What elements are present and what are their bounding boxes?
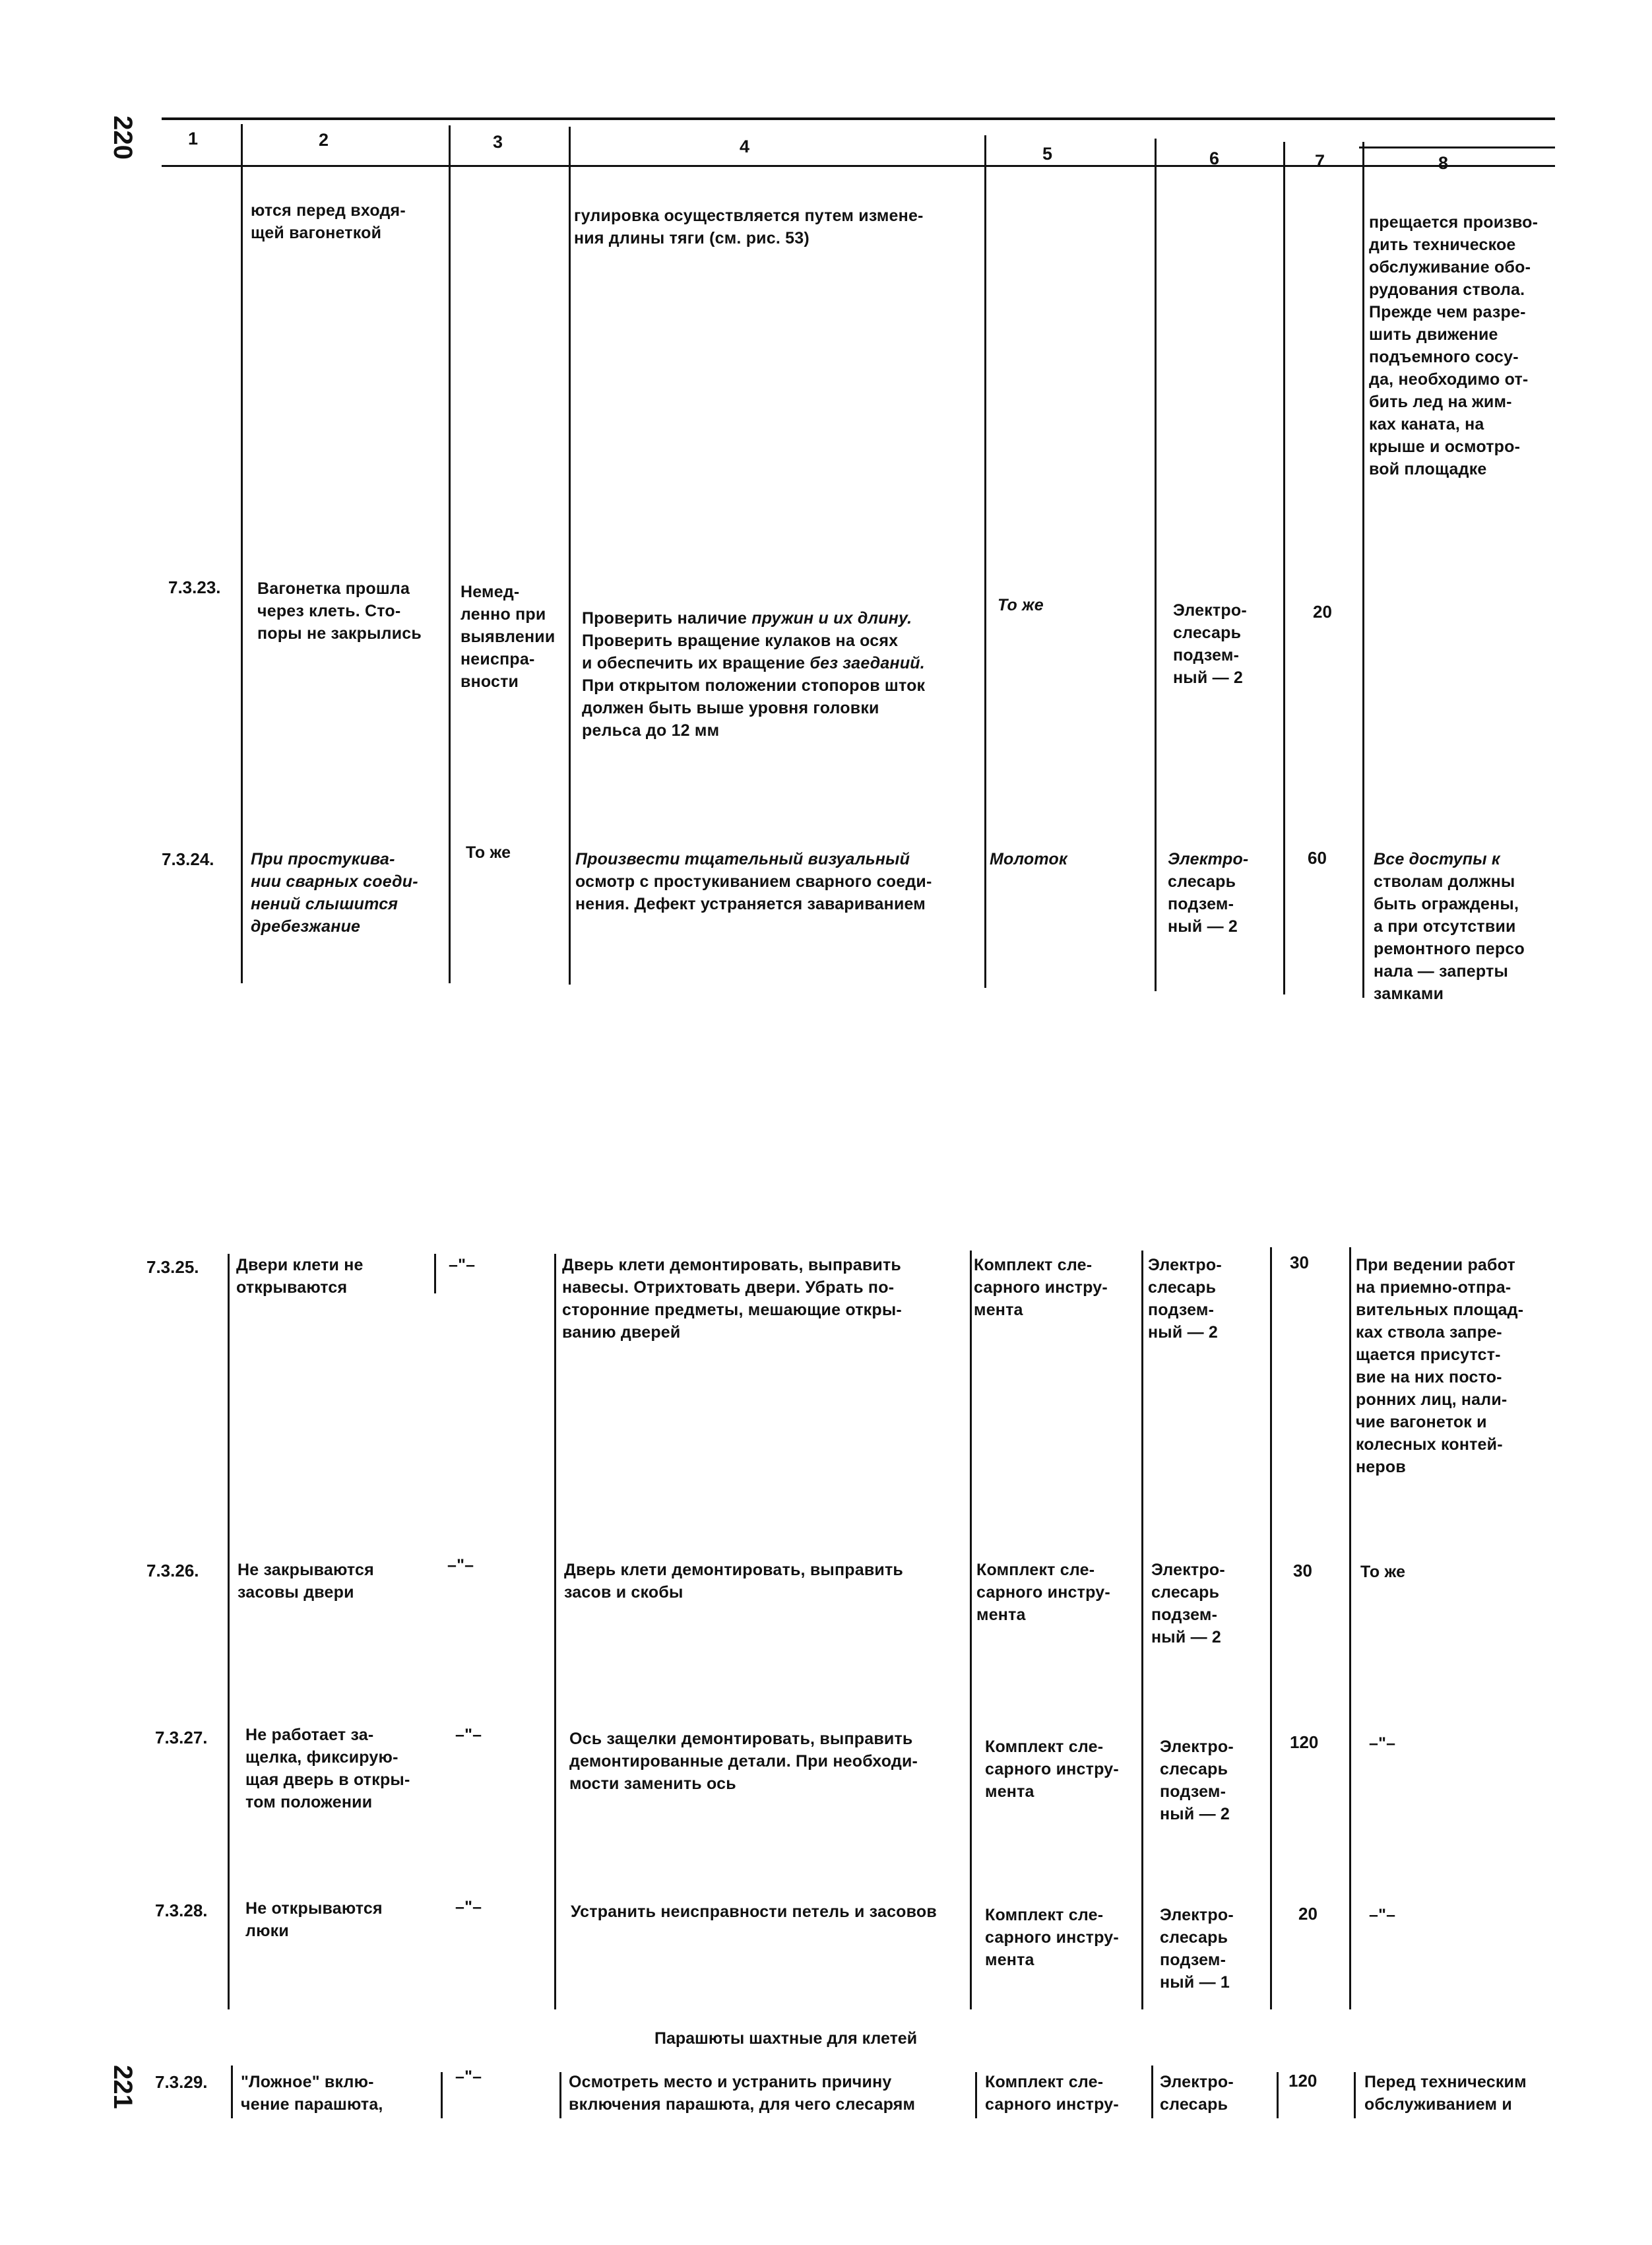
row-7-3-27-action: Ось защелки демонтировать, выправить демонтированные детали. При необходи- мости заменить ось [569,1730,918,1793]
row-id-7-3-29: 7.3.29. [155,2072,208,2092]
row-7-3-25-tools: Комплект сле- сарного инстру- мента [974,1256,1108,1319]
col-header-4: 4 [740,137,750,156]
row-7-3-26-note: То же [1360,1563,1406,1581]
row-7-3-24-minutes: 60 [1308,848,1327,868]
row-7-3-28-timing: –"– [455,1898,482,1916]
section-title: Парашюты шахтные для клетей [654,2029,918,2048]
row-7-3-28-tools: Комплект сле- сарного инстру- мента [985,1906,1119,1969]
row-7-3-27-worker: Электро- слесарь подзем- ный — 2 [1160,1738,1234,1823]
row-7-3-24-timing: То же [466,843,511,862]
column-rule-1 [241,124,243,983]
header-rule-top [162,117,1555,120]
row-id-7-3-24: 7.3.24. [162,849,214,869]
row-7-3-29-action: Осмотреть место и устранить причину включения парашюта, для чего слесарям [569,2073,916,2114]
row-7-3-24-note: Все доступы к стволам должны быть ограждены, а при отсутствии ремонтного персо нала — заперты замками [1374,850,1525,1003]
row-7-3-29-timing: –"– [455,2067,482,2086]
row-7-3-25-timing: –"– [449,1256,476,1274]
row-7-3-23-tools: То же [998,596,1044,614]
column-rule-c7 [1354,2072,1356,2118]
col-header-2: 2 [319,130,329,150]
row-7-3-24-worker: Электро- слесарь подзем- ный — 2 [1168,850,1249,936]
row-7-3-25-action: Дверь клети демонтировать, выправить навесы. Отрихтовать двери. Убрать по- сторонние предметы, мешающие откры- ванию дверей [562,1256,902,1342]
row-7-3-25-minutes: 30 [1290,1253,1309,1272]
row-7-3-24-symptom: При простукива- нии сварных соеди- нений слышится дребезжание [251,850,418,936]
row-7-3-24-worker-text: слесарь подзем- ный — 2 [1168,872,1238,936]
column-rule-c3 [559,2072,561,2118]
column-rule-c5 [1151,2066,1153,2118]
col-header-3: 3 [493,132,503,152]
row-7-3-29-worker: Электро- слесарь [1160,2073,1234,2114]
row-id-7-3-25: 7.3.25. [146,1257,199,1277]
row-7-3-27-minutes: 120 [1290,1732,1319,1752]
row-7-3-26-timing: –"– [447,1556,474,1575]
row-7-3-23-worker: Электро- слесарь подзем- ный — 2 [1173,601,1247,687]
row-7-3-25-worker: Электро- слесарь подзем- ный — 2 [1148,1256,1222,1342]
row-7-3-25-symptom: Двери клети не открываются [236,1256,364,1297]
column-rule-b4 [970,1251,972,2009]
column-rule-c1 [231,2066,233,2118]
column-rule-b7 [1349,1247,1351,2009]
column-rule-5 [1155,139,1157,991]
row-7-3-29-symptom: "Ложное" вклю- чение парашюта, [241,2073,383,2114]
col-header-6: 6 [1209,148,1220,168]
col-header-8: 8 [1438,153,1449,173]
header-rule-bottom [162,165,1555,167]
row-7-3-26-minutes: 30 [1293,1561,1312,1580]
row-7-3-26-symptom: Не закрываются засовы двери [238,1561,374,1602]
row-7-3-28-action: Устранить неисправности петель и засовов [571,1903,937,1921]
row-7-3-23-minutes: 20 [1313,602,1332,622]
col-header-7: 7 [1315,151,1325,171]
row-id-7-3-28: 7.3.28. [155,1901,208,1920]
row-7-3-28-minutes: 20 [1298,1904,1318,1924]
header-rule-right [1359,146,1555,148]
row-7-3-27-timing: –"– [455,1726,482,1744]
column-rule-c4 [975,2072,977,2118]
row-id-7-3-27: 7.3.27. [155,1728,208,1747]
row-7-3-27-note: –"– [1369,1734,1396,1753]
col-header-1: 1 [188,129,199,148]
column-rule-c6 [1277,2072,1279,2118]
row-7-3-23-action: Проверить наличие пружин и их длину. Проверить вращение кулаков на осях и обеспечить их вращение без заеданий. При открытом положении стопоров шток должен быть выше уровня головки рельса до 12 мм [582,609,926,740]
row-7-3-28-note: –"– [1369,1906,1396,1924]
row-7-3-23-timing: Немед- ленно при выявлении неиспра- вности [461,583,556,691]
row-7-3-23-symptom: Вагонетка прошла через клеть. Сто- поры не закрылись [257,579,422,643]
column-rule-7 [1362,142,1364,998]
column-rule-b5 [1141,1251,1143,2009]
row-7-3-27-tools: Комплект сле- сарного инстру- мента [985,1738,1119,1801]
column-rule-6 [1283,142,1285,994]
row-7-3-24-tools: Молоток [990,850,1067,868]
column-rule-b1 [228,1254,230,2009]
row-7-3-24-action: Произвести тщательный визуальный осмотр с простукиванием сварного соеди- нения. Дефект устраняется завариванием [575,850,932,913]
column-rule-b2a [434,1254,436,1293]
row-id-7-3-23: 7.3.23. [168,577,221,597]
column-rule-3 [569,127,571,985]
column-rule-c2 [441,2072,443,2118]
row-7-3-25-note: При ведении работ на приемно-отпра- вительных площад- ках ствола запре- щается присутст- вие на них посто- ронних лиц, нали- чие вагонеток и колесных контей- неров [1356,1256,1524,1476]
row-7-3-26-worker: Электро- слесарь подзем- ный — 2 [1151,1561,1225,1646]
continued-cell-2: ются перед входя- щей вагонеткой [251,201,406,242]
row-7-3-29-minutes: 120 [1288,2071,1318,2091]
row-7-3-26-action: Дверь клети демонтировать, выправить засов и скобы [564,1561,903,1602]
row-id-7-3-26: 7.3.26. [146,1561,199,1580]
column-rule-4 [984,135,986,988]
row-7-3-28-worker: Электро- слесарь подзем- ный — 1 [1160,1906,1234,1992]
row-7-3-27-symptom: Не работает за- щелка, фиксирую- щая дверь в откры- том положении [245,1726,410,1811]
column-rule-b3 [554,1254,556,2009]
page-number-top: 220 [108,115,137,160]
row-7-3-26-tools: Комплект сле- сарного инстру- мента [976,1561,1110,1624]
row-7-3-29-note: Перед техническим обслуживанием и [1364,2073,1527,2114]
page-number-bottom: 221 [108,2065,137,2109]
continued-cell-8: прещается произво- дить техническое обслуживание обо- рудования ствола. Прежде чем разре- шить движение подъемного сосу- да, необходимо от- бить лед на жим- ках каната, на крыше и осмотро- вой площадке [1369,213,1539,478]
row-7-3-28-symptom: Не открываются люки [245,1899,383,1940]
col-header-5: 5 [1042,144,1053,164]
row-7-3-29-tools: Комплект сле- сарного инстру- [985,2073,1119,2114]
continued-cell-4: гулировка осуществляется путем измене- ния длины тяги (см. рис. 53) [574,207,924,247]
column-rule-2 [449,125,451,983]
column-rule-b6 [1270,1247,1272,2009]
